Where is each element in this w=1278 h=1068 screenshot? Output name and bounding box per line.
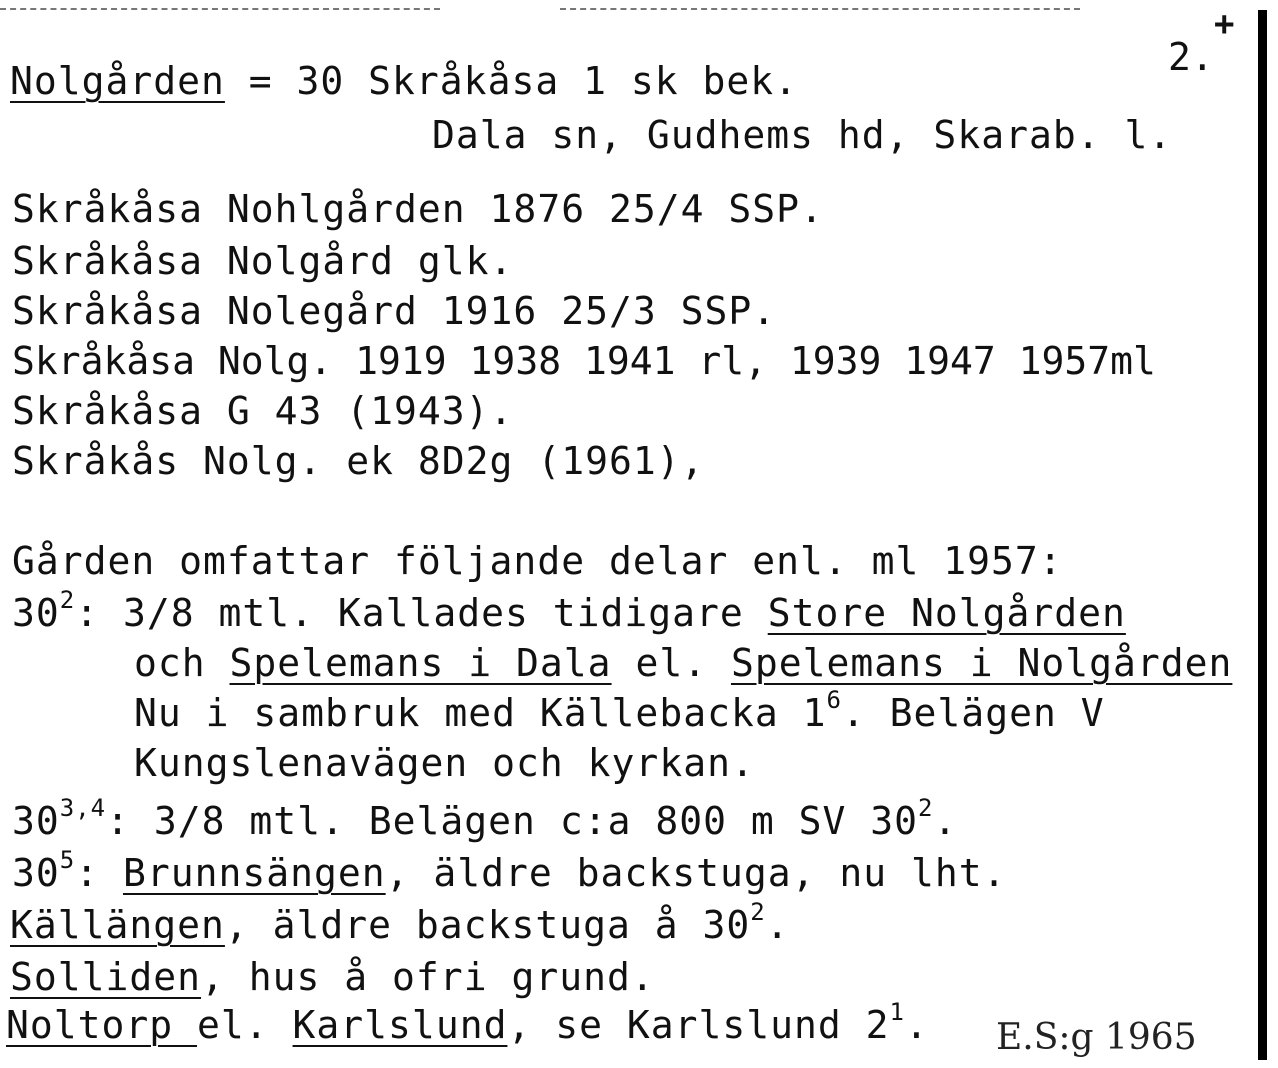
part2-line <box>12 796 957 846</box>
name-karlslund: Karlslund <box>292 1003 508 1047</box>
part2-text: 3/8 mtl. Belägen c:a 800 m SV 30 <box>153 799 918 843</box>
kallangen-line <box>10 900 790 950</box>
noltorp-rest: , se Karlslund 2 <box>507 1003 890 1047</box>
part1-line3-text: Nu i sambruk med Källebacka 1 <box>134 691 827 735</box>
card-number: 2. <box>1168 35 1214 79</box>
noltorp-el: el. <box>197 1003 293 1047</box>
kallangen-rest: , äldre backstuga å 30 <box>224 903 751 947</box>
part1-line-2 <box>134 638 1232 688</box>
kallangen-end: . <box>765 903 790 947</box>
signature: E.S:g 1965 <box>996 1017 1197 1058</box>
part1-label: 30 <box>12 591 60 635</box>
intro-line: Gården omfattar följande delar enl. ml 1957: <box>12 539 1063 583</box>
part1-line-3 <box>134 688 1105 738</box>
top-dashed-rule-left <box>0 8 440 10</box>
top-dashed-rule-right <box>560 8 1080 10</box>
part1-line-4: Kungslenavägen och kyrkan. <box>134 741 755 785</box>
part1-text1: 3/8 mtl. Kallades tidigare <box>122 591 768 635</box>
name-spelemans-nolgarden: Spelemans i Nolgården <box>730 641 1233 685</box>
part3-rest: , äldre backstuga, nu lht. <box>385 851 1007 895</box>
header-name: Nolgården <box>10 59 225 103</box>
part3-label: 30 <box>12 851 60 895</box>
kallangen-sup: 2 <box>750 898 766 927</box>
part2-sup: 3,4 <box>59 794 107 823</box>
part1-och: och <box>134 641 230 685</box>
name-solliden: Solliden <box>10 955 202 999</box>
form-line-4: Skråkåsa Nolg. 1919 1938 1941 rl, 1939 1947 1957ml <box>12 339 1156 383</box>
form-line-1: Skråkåsa Nohlgården 1876 25/4 SSP. <box>12 187 824 231</box>
noltorp-sup: 1 <box>889 998 905 1027</box>
header-rest: = 30 Skråkåsa 1 sk bek. <box>224 59 798 103</box>
form-line-3: Skråkåsa Nolegård 1916 25/3 SSP. <box>12 289 777 333</box>
part1-line-1 <box>12 588 1126 638</box>
card-mark: + <box>1214 4 1235 44</box>
part1-line3-rest: . Belägen V <box>841 691 1105 735</box>
part1-el: el. <box>611 641 731 685</box>
part2-colon: : <box>106 799 154 843</box>
part1-line3-sup: 6 <box>826 686 842 715</box>
part1-sup: 2 <box>59 586 76 615</box>
part3-colon: : <box>75 851 123 895</box>
part3-sup: 5 <box>59 846 76 875</box>
name-kallangen: Källängen <box>10 903 225 947</box>
header-location: Dala sn, Gudhems hd, Skarab. l. <box>432 113 1173 157</box>
form-line-5: Skråkåsa G 43 (1943). <box>12 389 514 433</box>
form-line-2: Skråkåsa Nolgård glk. <box>12 239 514 283</box>
right-edge-border <box>1258 10 1267 1060</box>
name-brunnsangen: Brunnsängen <box>122 851 386 895</box>
part3-line <box>12 848 1006 898</box>
part1-colon: : <box>75 591 123 635</box>
name-noltorp: Noltorp <box>6 1003 198 1047</box>
name-spelemans-dala: Spelemans i Dala <box>229 641 612 685</box>
header-line <box>10 56 798 106</box>
part2-text-sup: 2 <box>917 794 934 823</box>
part2-label: 30 <box>12 799 60 843</box>
solliden-rest: , hus å ofri grund. <box>201 955 655 999</box>
solliden-line <box>10 952 655 1002</box>
noltorp-end: . <box>904 1003 929 1047</box>
form-line-6: Skråkås Nolg. ek 8D2g (1961), <box>12 439 705 483</box>
part2-end: . <box>933 799 958 843</box>
name-store-nolgarden: Store Nolgården <box>767 591 1126 635</box>
noltorp-line <box>6 1000 929 1050</box>
